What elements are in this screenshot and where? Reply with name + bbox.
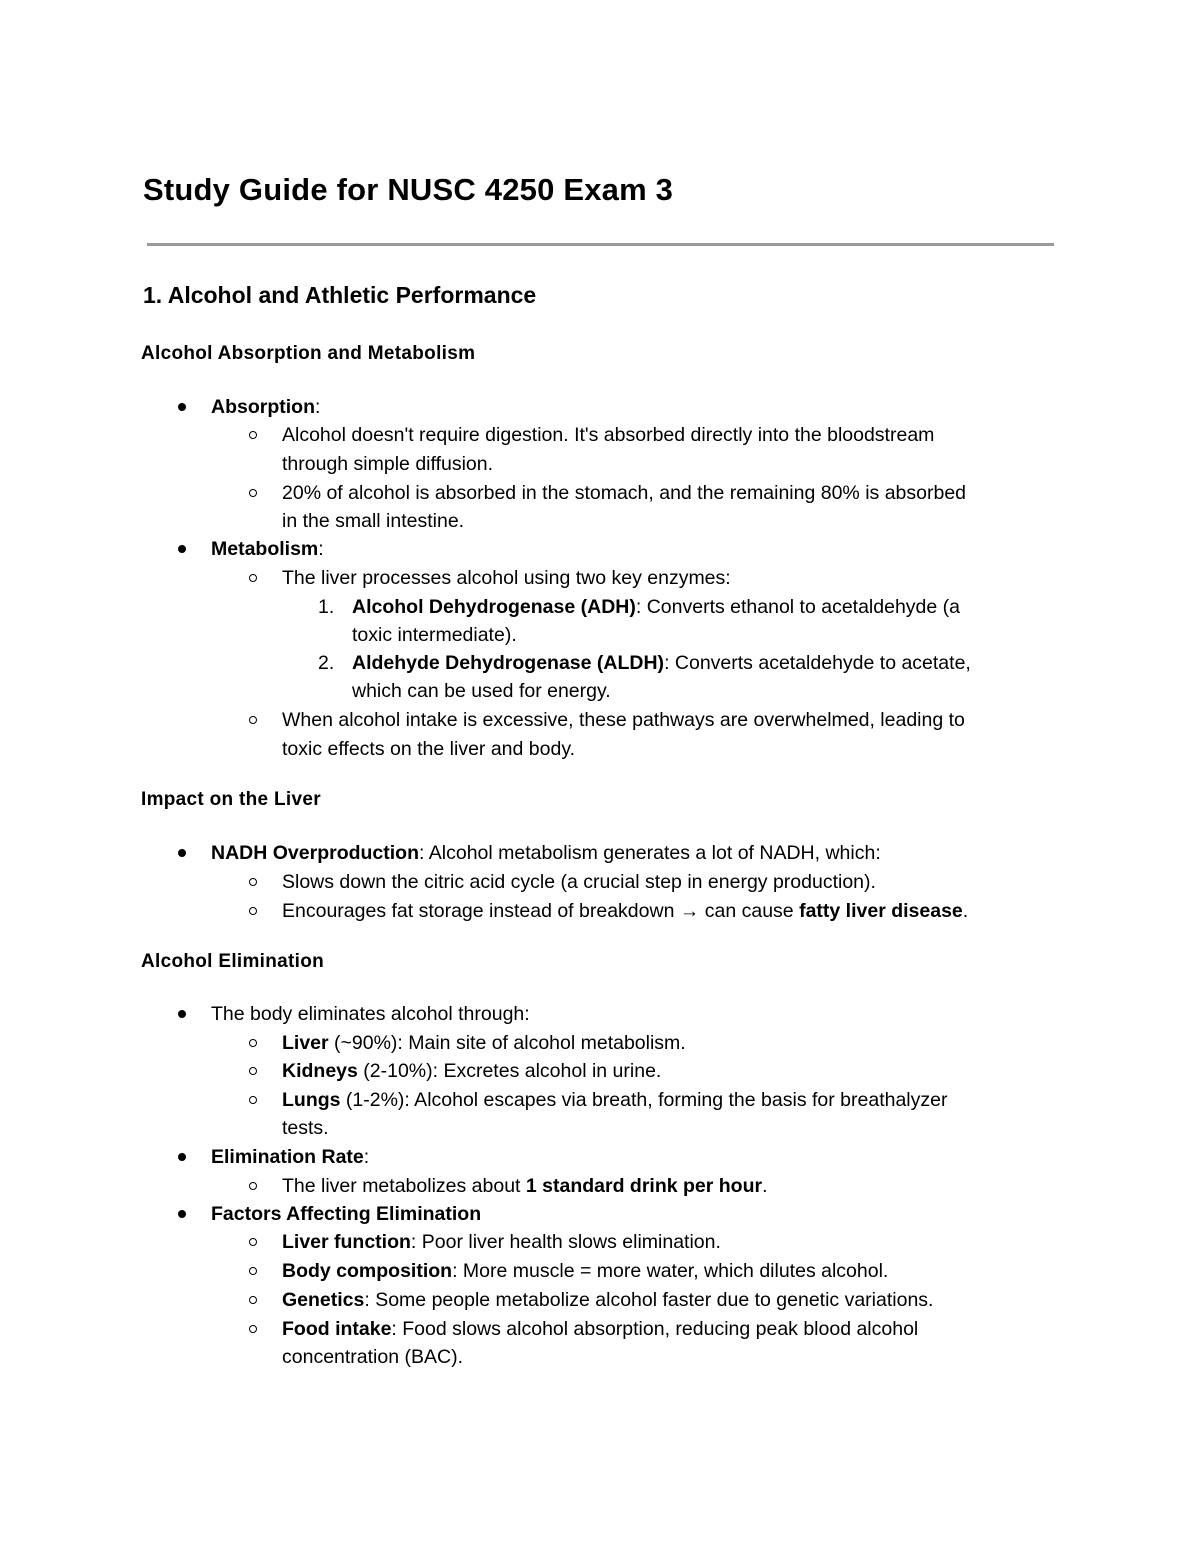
list-item-continuation: in the small intestine.: [282, 510, 465, 532]
numbered-item: Alcohol Dehydrogenase (ADH): Converts ethanol to acetaldehyde (a: [352, 596, 960, 618]
subheading-elimination: Alcohol Elimination: [141, 951, 325, 972]
subheading-absorption-metabolism: Alcohol Absorption and Metabolism: [141, 343, 476, 364]
section-heading: 1. Alcohol and Athletic Performance: [143, 282, 537, 308]
list-item-continuation: tests.: [282, 1117, 329, 1139]
list-number: 1.: [318, 596, 335, 618]
sub-bullet-icon: [249, 431, 257, 439]
list-item: The liver processes alcohol using two key enzymes:: [282, 567, 731, 589]
sub-bullet-icon: [249, 1096, 257, 1104]
list-item: Metabolism:: [211, 538, 324, 560]
bullet-icon: [178, 1153, 186, 1161]
list-item: NADH Overproduction: Alcohol metabolism generates a lot of NADH, which:: [211, 842, 881, 864]
list-number: 2.: [318, 652, 335, 674]
sub-bullet-icon: [249, 1267, 257, 1275]
list-item: Food intake: Food slows alcohol absorption, reducing peak blood alcohol: [282, 1318, 919, 1340]
list-item: Encourages fat storage instead of breakdown → can cause fatty liver disease.: [282, 900, 969, 922]
list-item-continuation: through simple diffusion.: [282, 453, 494, 475]
bullet-icon: [178, 849, 186, 857]
sub-bullet-icon: [249, 574, 257, 582]
list-item-continuation: toxic effects on the liver and body.: [282, 738, 576, 760]
list-item-continuation: concentration (BAC).: [282, 1346, 463, 1368]
bullet-icon: [178, 1010, 186, 1018]
list-item: Liver (~90%): Main site of alcohol metabolism.: [282, 1032, 686, 1054]
list-item: Alcohol doesn't require digestion. It's absorbed directly into the bloodstream: [282, 424, 935, 446]
list-item: Lungs (1-2%): Alcohol escapes via breath, forming the basis for breathalyzer: [282, 1089, 948, 1111]
list-item: The liver metabolizes about 1 standard drink per hour.: [282, 1175, 768, 1197]
sub-bullet-icon: [249, 1182, 257, 1190]
sub-bullet-icon: [249, 1325, 257, 1333]
list-item: The body eliminates alcohol through:: [211, 1003, 530, 1025]
list-item: Kidneys (2-10%): Excretes alcohol in urine.: [282, 1060, 662, 1082]
sub-bullet-icon: [249, 716, 257, 724]
bullet-icon: [178, 403, 186, 411]
sub-bullet-icon: [249, 1039, 257, 1047]
sub-bullet-icon: [249, 907, 257, 915]
horizontal-divider: [147, 243, 1054, 246]
sub-bullet-icon: [249, 878, 257, 886]
sub-bullet-icon: [249, 489, 257, 497]
list-item: Liver function: Poor liver health slows elimination.: [282, 1231, 721, 1253]
list-item: Genetics: Some people metabolize alcohol faster due to genetic variations.: [282, 1289, 934, 1311]
numbered-item: Aldehyde Dehydrogenase (ALDH): Converts acetaldehyde to acetate,: [352, 652, 971, 674]
list-item: Elimination Rate:: [211, 1146, 370, 1168]
sub-bullet-icon: [249, 1067, 257, 1075]
numbered-item-continuation: which can be used for energy.: [352, 680, 611, 702]
bullet-icon: [178, 545, 186, 553]
list-item: Slows down the citric acid cycle (a crucial step in energy production).: [282, 871, 876, 893]
list-item: 20% of alcohol is absorbed in the stomach, and the remaining 80% is absorbed: [282, 482, 967, 504]
numbered-item-continuation: toxic intermediate).: [352, 624, 517, 646]
list-item: When alcohol intake is excessive, these pathways are overwhelmed, leading to: [282, 709, 965, 731]
list-item: Body composition: More muscle = more water, which dilutes alcohol.: [282, 1260, 889, 1282]
sub-bullet-icon: [249, 1296, 257, 1304]
sub-bullet-icon: [249, 1238, 257, 1246]
list-item: Factors Affecting Elimination: [211, 1203, 482, 1225]
bullet-icon: [178, 1210, 186, 1218]
document-title: Study Guide for NUSC 4250 Exam 3: [143, 172, 674, 207]
subheading-liver-impact: Impact on the Liver: [141, 789, 321, 810]
list-item: Absorption:: [211, 396, 321, 418]
